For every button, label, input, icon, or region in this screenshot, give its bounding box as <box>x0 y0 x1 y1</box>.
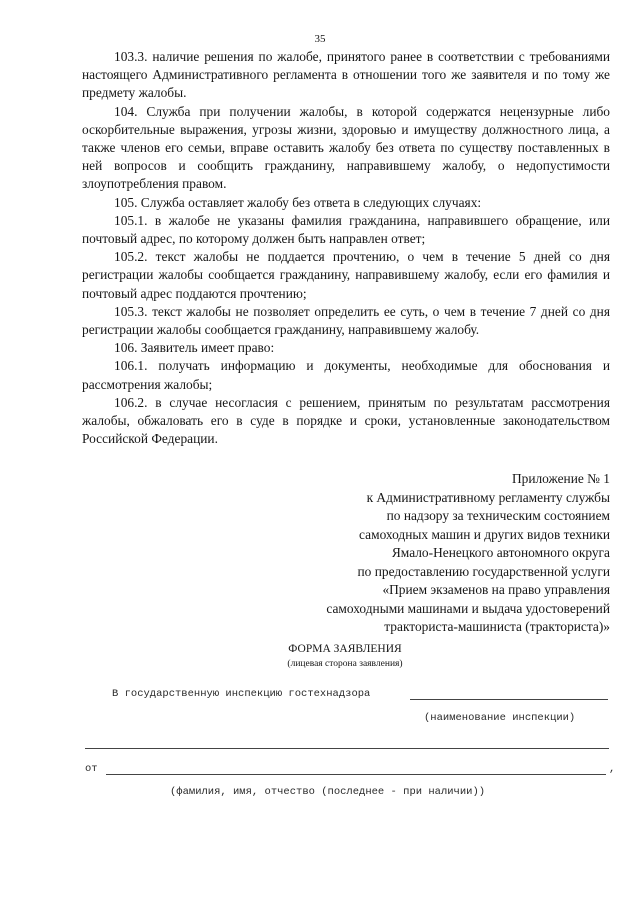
paragraph-106: 106. Заявитель имеет право: <box>114 340 275 356</box>
page-number: 35 <box>314 33 326 45</box>
form-subtitle: (лицевая сторона заявления) <box>287 659 403 669</box>
appendix-line: самоходными машинами и выдача удостоверений <box>326 600 610 616</box>
from-label: от <box>85 763 98 775</box>
appendix-line: «Прием экзаменов на право управления <box>382 582 610 597</box>
inspection-name-field-continued[interactable] <box>85 748 609 749</box>
paragraph-105: 105. Служба оставляет жалобу без ответа в следующих случаях: <box>114 194 482 210</box>
paragraph-105-3: 105.3. текст жалобы не позволяет определить ее суть, о чем в течение 7 дней со дня регистрации жалобы сообщается гражданину, направившему жалобу. <box>82 303 610 338</box>
inspection-caption: (наименование инспекции) <box>424 712 576 724</box>
appendix-header <box>250 470 610 637</box>
paragraph-104: 104. Служба при получении жалобы, в которой содержатся нецензурные либо оскорбительные выражения, угрозы жизни, здоровью и имуществу должностного лица, а также членов его семьи, вправе оставить жалобу без ответа по существу поставленных в ней вопросов и сообщить гражданину, направившему жалобу, о недопустимости злоупотребления правом. <box>82 103 610 192</box>
body-text <box>82 48 610 448</box>
appendix-line: самоходных машин и других видов техники <box>359 526 610 542</box>
paragraph-106-2: 106.2. в случае несогласия с решением, принятым по результатам рассмотрения жалобы, обжаловать его в суде в порядке и сроки, установленные законодательством Российской Федерации. <box>82 394 610 447</box>
form-title: ФОРМА ЗАЯВЛЕНИЯ <box>288 643 402 655</box>
appendix-line: по предоставлению государственной услуги <box>357 563 610 579</box>
appendix-line: по надзору за техническим состоянием <box>386 508 610 523</box>
appendix-line: Ямало-Ненецкого автономного округа <box>391 545 610 560</box>
applicant-name-caption: (фамилия, имя, отчество (последнее - при наличии)) <box>170 786 486 798</box>
inspection-label: В государственную инспекцию гостехнадзора <box>112 688 371 700</box>
inspection-name-field[interactable] <box>410 699 608 700</box>
appendix-line: к Административному регламенту службы <box>366 489 610 505</box>
paragraph-103-3: 103.3. наличие решения по жалобе, принятого ранее в соответствии с требованиями настоящего Административного регламента в отношении того же заявителя и по тому же предмету жалобы. <box>82 49 610 101</box>
paragraph-105-1: 105.1. в жалобе не указаны фамилия гражданина, направившего обращение, или почтовый адрес, по которому должен быть направлен ответ; <box>82 212 610 247</box>
applicant-name-field[interactable] <box>106 774 606 775</box>
from-line-end: , <box>609 763 616 775</box>
paragraph-106-1: 106.1. получать информацию и документы, необходимые для обоснования и рассмотрения жалобы; <box>82 358 610 392</box>
appendix-line: тракториста-машиниста (тракториста)» <box>384 619 610 634</box>
paragraph-105-2: 105.2. текст жалобы не поддается прочтению, о чем в течение 5 дней со дня регистрации жалобы сообщается гражданину, направившему жалобу, если его фамилия и почтовый адрес поддаются прочтению; <box>82 249 610 301</box>
appendix-title: Приложение № 1 <box>511 471 610 486</box>
